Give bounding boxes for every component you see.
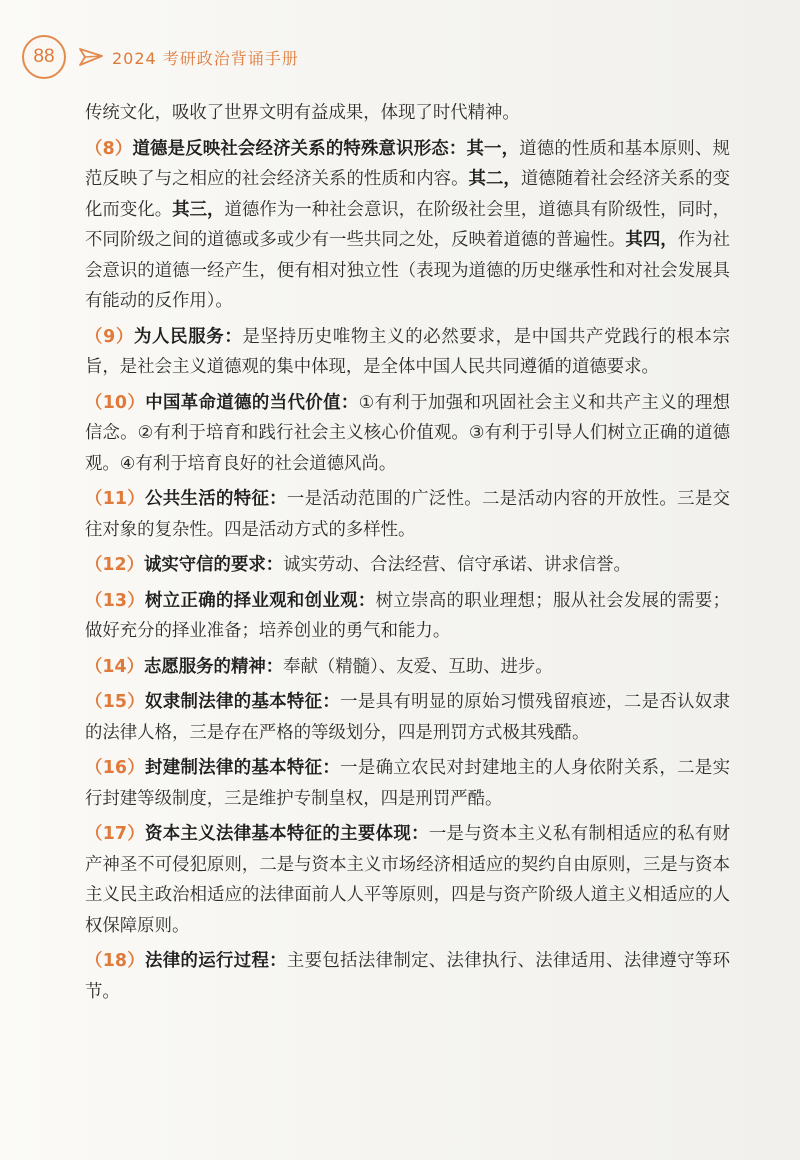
list-item-14 bbox=[85, 652, 730, 683]
item-text: 主要包括法律制定、法律执行、法律适用、法律遵守等环节。 bbox=[85, 951, 730, 1002]
item-term: 资本主义法律基本特征的主要体现： bbox=[145, 824, 429, 844]
item-term: 志愿服务的精神： bbox=[143, 656, 284, 677]
paper-plane-icon bbox=[78, 46, 104, 68]
item-term: 封建制法律的基本特征： bbox=[145, 758, 341, 778]
item-text: 一是具有明显的原始习惯残留痕迹，二是否认奴隶的法律人格，三是存在严格的等级划分，四是刑罚方式极其残酷。 bbox=[85, 692, 730, 743]
item-text: 奉献（精髓）、友爱、互助、进步。 bbox=[283, 656, 553, 677]
item-number: （8） bbox=[85, 138, 133, 159]
item-text: 道德随着社会经济关系的变化而变化。 bbox=[85, 169, 730, 220]
item-term: 道德是反映社会经济关系的特殊意识形态： bbox=[132, 138, 467, 159]
item-term: 诚实守信的要求： bbox=[143, 555, 284, 575]
item-term: 树立正确的择业观和创业观： bbox=[145, 590, 376, 611]
item-number: （10） bbox=[85, 392, 146, 413]
item-text: 一是活动范围的广泛性。二是活动内容的开放性。三是交往对象的复杂性。四是活动方式的多样性。 bbox=[85, 489, 730, 540]
page-number-badge: 88 bbox=[22, 35, 66, 79]
ordinal: 其一， bbox=[466, 138, 520, 159]
item-text: ①有利于加强和巩固社会主义和共产主义的理想信念。②有利于培育和践行社会主义核心价值观。③有利于引导人们树立正确的道德观。④有利于培育良好的社会道德风尚。 bbox=[85, 392, 731, 474]
ordinal: 其三， bbox=[172, 199, 225, 220]
list-item-8 bbox=[85, 134, 730, 317]
item-number: （12） bbox=[85, 555, 144, 575]
list-item-11 bbox=[85, 484, 730, 545]
item-text: 诚实劳动、合法经营、信守承诺、讲求信誉。 bbox=[283, 555, 631, 575]
ordinal: 其二， bbox=[468, 169, 521, 189]
item-number: （17） bbox=[85, 824, 146, 844]
item-number: （9） bbox=[85, 326, 134, 347]
page-header bbox=[22, 34, 299, 80]
list-item-18 bbox=[85, 946, 730, 1007]
item-text: 树立崇高的职业理想；服从社会发展的需要；做好充分的择业准备；培养创业的勇气和能力。 bbox=[85, 590, 730, 641]
item-term: 公共生活的特征： bbox=[145, 489, 287, 509]
list-item-10 bbox=[85, 388, 730, 480]
lead-paragraph bbox=[85, 98, 730, 129]
item-text: 是坚持历史唯物主义的必然要求，是中国共产党践行的根本宗旨，是社会主义道德观的集中体现，是全体中国人民共同遵循的道德要求。 bbox=[85, 326, 730, 377]
item-number: （13） bbox=[85, 590, 146, 611]
item-text: 一是与资本主义私有制相适应的私有财产神圣不可侵犯原则，二是与资本主义市场经济相适应的契约自由原则，三是与资本主义民主政治相适应的法律面前人人平等原则，四是与资产阶级人道主义相适应的人权保障原则。 bbox=[85, 824, 730, 936]
item-number: （14） bbox=[85, 656, 144, 677]
list-item-16 bbox=[85, 753, 730, 814]
item-number: （16） bbox=[85, 758, 146, 778]
list-item-13 bbox=[85, 586, 730, 647]
item-number: （11） bbox=[85, 489, 146, 509]
book-title: 2024 考研政治背诵手册 bbox=[112, 48, 299, 68]
list-item-17 bbox=[85, 819, 730, 941]
item-text: 作为社会意识的道德一经产生，便有相对独立性（表现为道德的历史继承性和对社会发展具有能动的反作用）。 bbox=[85, 230, 730, 311]
item-text: 一是确立农民对封建地主的人身依附关系，二是实行封建等级制度，三是维护专制皇权，四是刑罚严酷。 bbox=[85, 758, 730, 809]
item-text: 道德的性质和基本原则、规范反映了与之相应的社会经济关系的性质和内容。 bbox=[85, 138, 730, 189]
item-text: 道德作为一种社会意识，在阶级社会里，道德具有阶级性，同时，不同阶级之间的道德或多或少有一些共同之处，反映着道德的普遍性。 bbox=[85, 199, 730, 250]
list-item-15 bbox=[85, 687, 730, 748]
list-item-9 bbox=[85, 322, 730, 383]
item-term: 奴隶制法律的基本特征： bbox=[145, 692, 341, 712]
ordinal: 其四， bbox=[625, 230, 678, 250]
item-term: 中国革命道德的当代价值： bbox=[145, 392, 359, 413]
page-content bbox=[85, 98, 730, 1012]
item-number: （15） bbox=[85, 692, 146, 712]
lead-text: 传统文化，吸收了世界文明有益成果，体现了时代精神。 bbox=[85, 103, 520, 123]
item-term: 法律的运行过程： bbox=[145, 951, 287, 971]
item-number: （18） bbox=[85, 951, 146, 971]
item-term: 为人民服务： bbox=[133, 326, 243, 347]
list-item-12 bbox=[85, 550, 730, 581]
